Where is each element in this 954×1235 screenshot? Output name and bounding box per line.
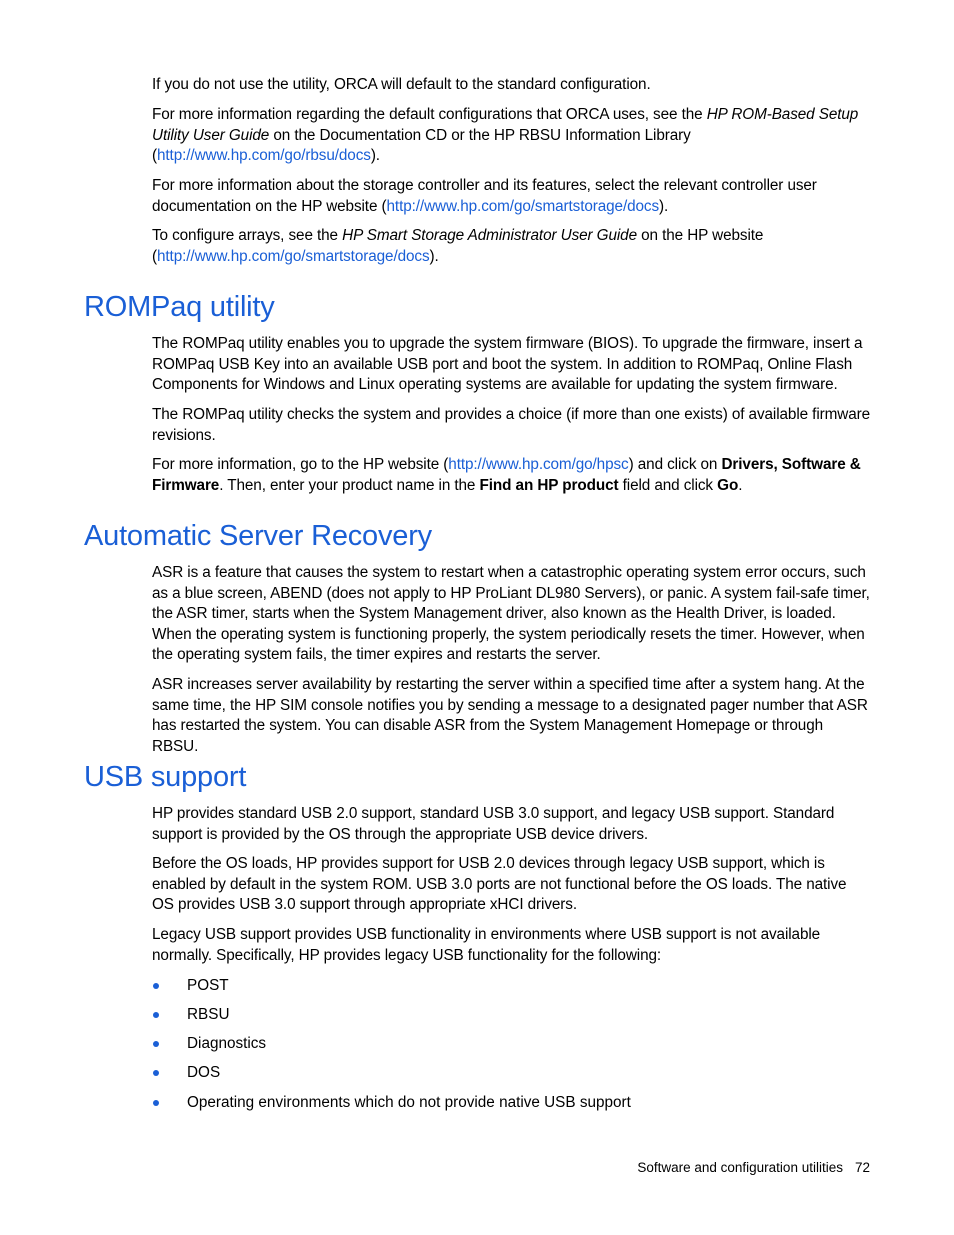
usb-paragraph-1: HP provides standard USB 2.0 support, standard USB 3.0 support, and legacy USB support. Standard support is provided by the OS through the appropriate USB device drivers. [152, 805, 835, 843]
bullet-icon [153, 1100, 159, 1106]
intro-paragraph-3: For more information about the storage controller and its features, select the relevant controller user documentation on the HP website (http://www.hp.com/go/smartstorage/docs). [152, 177, 817, 215]
rompaq-paragraph-1: The ROMPaq utility enables you to upgrade the system firmware (BIOS). To upgrade the firmware, insert a ROMPaq USB Key into an available USB port and boot the system. In addition to ROMPaq, Online Flash Components for Windows and Linux operating systems are available for updating the system firmware. [152, 335, 863, 393]
intro-paragraph-1: If you do not use the utility, ORCA will default to the standard configuration. [152, 76, 651, 93]
document-page: If you do not use the utility, ORCA will default to the standard configuration. For more information regarding the default configurations that ORCA uses, see the HP ROM-Based Setup Utility User Guide on the Documentation CD or the HP RBSU Information Library (http://www.hp.com/go/rbsu/docs). For more information about the storage controller and its features, select the relevant controller user documentation on the HP website (http://www.hp.com/go/smartstorage/docs). To configure arrays, see the HP Smart Storage Administrator User Guide on the HP website (http://www.hp.com/go/smartstorage/docs). ROMPaq utility The ROMPaq utility enables you to upgrade the system firmware (BIOS). To upgrade the firmware, insert a ROMPaq USB Key into an available USB port and boot the system. In addition to ROMPaq, Online Flash Components for Windows and Linux operating systems are available for updating the system firmware. The ROMPaq utility checks the system and provides a choice (if more than one exists) of available firmware revisions. For more information, go to the HP website (http://www.hp.com/go/hpsc) and click on Drivers, Software & Firmware. Then, enter your product name in the Find an HP product field and click Go. Automatic Server Recovery ASR is a feature that causes the system to restart when a catastrophic operating system error occurs, such as a blue screen, ABEND (does not apply to HP ProLiant DL980 Servers), or panic. A system fail-safe timer, the ASR timer, starts when the System Management driver, also known as the Health Driver, is loaded. When the operating system is functioning properly, the system periodically resets the timer. However, when the operating system fails, the timer expires and restarts the server. ASR increases server availability by restarting the server within a specified time after a system hang. At the same time, the HP SIM console notifies you by sending a message to a designated pager number that ASR has restarted the system. You can disable ASR from the System Management Homepage or through RBSU. USB support HP provides standard USB 2.0 support, standard USB 3.0 support, and legacy USB support. Standard support is provided by the OS through the appropriate USB device drivers. Before the OS loads, HP provides support for USB 2.0 devices through legacy USB support, which is enabled by default in the system ROM. USB 3.0 ports are not functional before the OS loads. The native OS provides USB 3.0 support through appropriate xHCI drivers. Legacy USB support provides USB functionality in environments where USB support is not available normally. Specifically, HP provides legacy USB functionality for the following: POST RBSU Diagnostics DOS Operating environments which do not provide native USB support Software and configuration utilities 72 [0, 0, 954, 1235]
smartstorage-docs-link-2[interactable]: http://www.hp.com/go/smartstorage/docs [157, 247, 430, 265]
asr-paragraph-1: ASR is a feature that causes the system to restart when a catastrophic operating system error occurs, such as a blue screen, ABEND (does not apply to HP ProLiant DL980 Servers), or panic. A system fail-safe timer, the ASR timer, starts when the System Management driver, also known as the Health Driver, is loaded. When the operating system is functioning properly, the system periodically resets the timer. However, when the operating system fails, the timer expires and restarts the server. [152, 564, 870, 663]
bullet-icon [153, 1041, 159, 1047]
page-footer [637, 1158, 870, 1178]
page-number: 72 [854, 1160, 870, 1175]
intro-paragraph-4: To configure arrays, see the HP Smart Storage Administrator User Guide on the HP website (http://www.hp.com/go/smartstorage/docs). [152, 227, 764, 265]
smartstorage-docs-link[interactable]: http://www.hp.com/go/smartstorage/docs [386, 197, 660, 215]
section-heading-rompaq: ROMPaq utility [84, 291, 275, 323]
bullet-icon [153, 1070, 159, 1076]
rbsu-guide-title: HP ROM-Based Setup Utility User Guide [152, 106, 859, 144]
bullet-icon [153, 983, 159, 989]
rompaq-paragraph-3: For more information, go to the HP website (http://www.hp.com/go/hpsc) and click on Drivers, Software & Firmware. Then, enter your product name in the Find an HP product field and click Go. [152, 456, 861, 494]
rbsu-docs-link[interactable]: http://www.hp.com/go/rbsu/docs [157, 147, 371, 164]
usb-paragraph-3: Legacy USB support provides USB functionality in environments where USB support is not available normally. Specifically, HP provides legacy USB functionality for the following: [152, 926, 821, 964]
go-label: Go [717, 476, 739, 494]
hpsc-link[interactable]: http://www.hp.com/go/hpsc [448, 456, 629, 473]
footer-section-title: Software and configuration utilities [637, 1160, 843, 1175]
ssa-guide-title: HP Smart Storage Administrator User Guide [342, 227, 637, 244]
asr-paragraph-2: ASR increases server availability by restarting the server within a specified time after a system hang. At the same time, the HP SIM console notifies you by sending a message to a designated pager number that ASR has restarted the system. You can disable ASR from the System Management Homepage or through RBSU. [152, 676, 868, 755]
section-heading-usb: USB support [84, 761, 247, 793]
rompaq-paragraph-2: The ROMPaq utility checks the system and provides a choice (if more than one exists) of available firmware revisions. [152, 406, 871, 444]
section-heading-asr: Automatic Server Recovery [84, 520, 432, 552]
intro-paragraph-2: For more information regarding the default configurations that ORCA uses, see the HP ROM-Based Setup Utility User Guide on the Documentation CD or the HP RBSU Information Library (http://www.hp.com/go/rbsu/docs). [152, 106, 859, 164]
find-product-label: Find an HP product [479, 476, 619, 494]
drivers-software-firmware-label: Drivers, Software & Firmware [152, 456, 861, 494]
bullet-icon [153, 1012, 159, 1018]
usb-paragraph-2: Before the OS loads, HP provides support for USB 2.0 devices through legacy USB support, which is enabled by default in the system ROM. USB 3.0 ports are not functional before the OS loads. The native OS provides USB 3.0 support through appropriate xHCI drivers. [152, 855, 847, 913]
